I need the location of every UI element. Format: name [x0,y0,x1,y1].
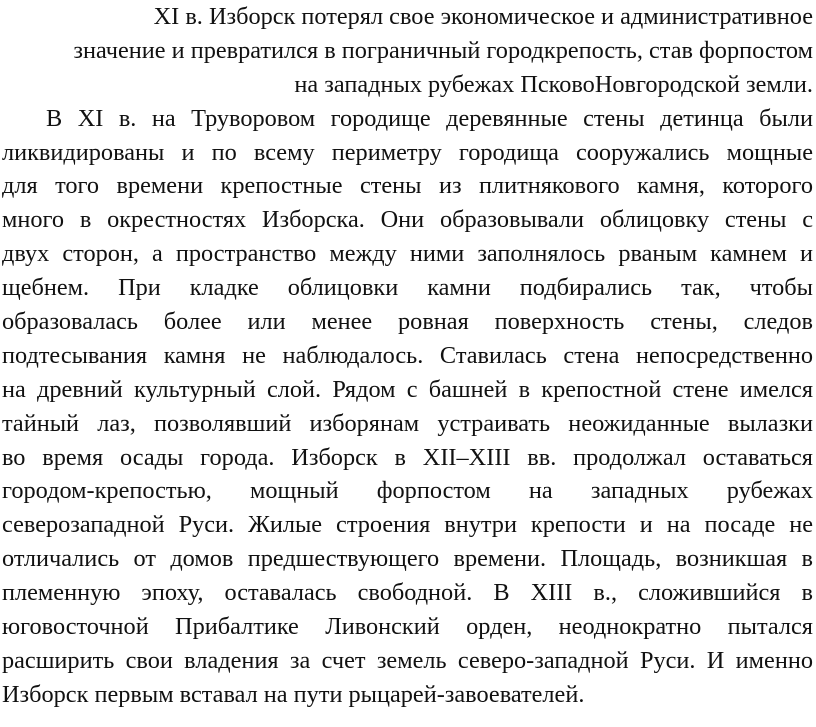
paragraph-2 [2,102,813,712]
paragraph-1-line-1: XI в. Изборск потерял свое экономическое и административное [153,3,813,30]
paragraph-2-line-1: В XI в. на Труворовом городище деревянные стены детинца были [46,104,813,132]
paragraph-2-line-5: двух сторон, а пространство между ними заполнялось рваным камнем и [2,240,813,268]
paragraph-1-line-2: значение и превратился в пограничный городкрепость, став форпостом [73,36,813,64]
paragraph-2-line-17: расширить свои владения за счет земель северо-западной Руси. И именно [2,646,813,674]
paragraph-2-line-12: городом-крепостью, мощный форпостом на западных рубежах [2,477,813,505]
paragraph-2-line-6: щебнем. При кладке облицовки камни подбирались так, чтобы [2,274,813,302]
paragraph-2-line-4: много в окрестностях Изборска. Они образовывали облицовку стены с [2,206,813,234]
paragraph-2-line-3: для того времени крепостные стены из плитнякового камня, которого [2,172,813,200]
paragraph-2-line-9: на древний культурный слой. Рядом с башней в крепостной стене имелся [2,375,813,403]
paragraph-2-line-13: северозападной Руси. Жилые строения внутри крепости и на посаде не [2,511,813,539]
paragraph-2-line-15: племенную эпоху, оставалась свободной. В XIII в., сложившийся в [2,579,813,607]
paragraph-2-line-11: во время осады города. Изборск в XII–XIII вв. продолжал оставаться [2,443,813,471]
paragraph-2-line-8: подтесывания камня не наблюдалось. Ставилась стена непосредственно [2,341,813,369]
paragraph-2-line-10: тайный лаз, позволявший изборянам устраивать неожиданные вылазки [2,409,813,437]
paragraph-2-line-7: образовалась более или менее ровная поверхность стены, следов [2,308,813,336]
paragraph-2-line-2: ликвидированы и по всему периметру городища сооружались мощные [2,138,813,166]
paragraph-1-line-3: на западных рубежах ПсковоНовгородской земли. [294,70,813,98]
paragraph-2-line-18: Изборск первым вставал на пути рыцарей-завоевателей. [2,680,585,708]
paragraph-2-line-14: отличались от домов предшествующего времени. Площадь, возникшая в [2,545,813,573]
paragraph-1 [2,0,813,102]
paragraph-2-line-16: юговосточной Прибалтике Ливонский орден, неоднократно пытался [2,613,813,641]
